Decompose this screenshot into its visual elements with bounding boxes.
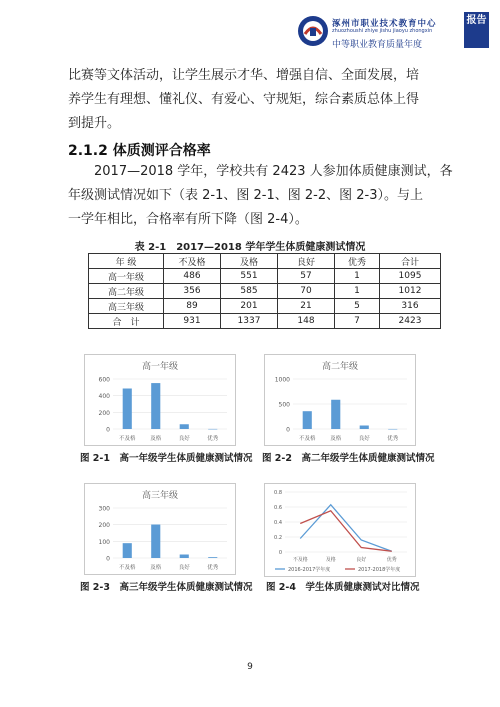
- report-logo: [292, 10, 492, 58]
- bar: [123, 389, 132, 430]
- x-tick-label: 优秀: [207, 565, 219, 571]
- x-tick-label: 良好: [178, 565, 190, 571]
- table-cell: 931: [164, 314, 221, 329]
- x-tick-label: 及格: [330, 436, 342, 442]
- table-cell: 486: [164, 269, 221, 284]
- y-tick-label: 0.4: [274, 520, 282, 526]
- table-header-cell: 合计: [380, 254, 441, 269]
- y-tick-label: 200: [98, 409, 110, 417]
- bar: [360, 426, 369, 430]
- paragraph-line: 到提升。: [68, 116, 121, 131]
- y-tick-label: 0.8: [274, 490, 282, 496]
- table-header-cell: 不及格: [164, 254, 221, 269]
- chart-grade1: [84, 354, 236, 446]
- y-tick-label: 0.2: [274, 535, 282, 541]
- table-cell: 57: [278, 269, 335, 284]
- table-cell: 1: [335, 284, 380, 299]
- table-cell: 1: [335, 269, 380, 284]
- table-cell: 551: [221, 269, 278, 284]
- x-tick-label: 及格: [150, 565, 162, 571]
- y-tick-label: 600: [98, 376, 110, 384]
- fitness-test-table: [88, 253, 441, 329]
- table-row: [89, 269, 441, 284]
- bar: [151, 525, 160, 559]
- table-header-cell: 优秀: [335, 254, 380, 269]
- table-total-row: [89, 314, 441, 329]
- table-cell: 1337: [221, 314, 278, 329]
- x-tick-label: 良好: [178, 436, 190, 442]
- table-row: [89, 299, 441, 314]
- table-cell: 148: [278, 314, 335, 329]
- chart-comparison: [264, 483, 416, 577]
- figure-caption: 图 2-2 高二年级学生体质健康测试情况: [262, 453, 435, 464]
- paragraph-line: 养学生有理想、懂礼仪、有爱心、守规矩，综合素质总体上得: [68, 92, 420, 107]
- chart-grade2: [264, 354, 416, 446]
- chart-grade1-svg: [85, 355, 235, 445]
- chart-comparison-svg: [265, 484, 415, 576]
- x-tick-label: 及格: [325, 557, 336, 563]
- x-tick-label: 不及格: [118, 436, 136, 442]
- table-cell: 1095: [380, 269, 441, 284]
- x-tick-label: 不及格: [292, 557, 308, 563]
- table-cell: 316: [380, 299, 441, 314]
- y-tick-label: 1000: [274, 376, 290, 384]
- paragraph-line: 2017—2018 学年，学校共有 2423 人参加体质健康测试，各: [94, 164, 453, 179]
- x-tick-label: 优秀: [207, 436, 219, 442]
- chart-grade2-svg: [265, 355, 415, 445]
- y-tick-label: 0: [286, 426, 290, 434]
- y-tick-label: 0.6: [274, 505, 282, 511]
- y-tick-label: 0: [106, 555, 110, 563]
- table-cell: 5: [335, 299, 380, 314]
- table-cell: 高二年级: [89, 284, 164, 299]
- x-tick-label: 优秀: [387, 436, 399, 442]
- x-tick-label: 不及格: [298, 436, 316, 442]
- paragraph-line: 一学年相比，合格率有所下降（图 2-4）。: [68, 212, 308, 227]
- bar: [303, 411, 312, 429]
- legend-label: 2016-2017学年度: [288, 567, 331, 573]
- table-cell: 高一年级: [89, 269, 164, 284]
- table-cell: 2423: [380, 314, 441, 329]
- section-heading: 2.1.2 体质测评合格率: [68, 143, 211, 159]
- y-tick-label: 0: [106, 426, 110, 434]
- y-tick-label: 400: [98, 393, 110, 401]
- bar: [151, 383, 160, 429]
- legend-label: 2017-2018学年度: [358, 567, 401, 573]
- logo-school-name: 涿州市职业技术教育中心: [332, 19, 437, 29]
- paragraph-fitness: [68, 160, 453, 232]
- x-tick-label: 良好: [358, 436, 370, 442]
- series-line: [300, 511, 392, 552]
- report-badge: 报告: [464, 12, 489, 48]
- table-cell: 7: [335, 314, 380, 329]
- figure-caption: 图 2-3 高三年级学生体质健康测试情况: [80, 582, 253, 593]
- table-header-row: [89, 254, 441, 269]
- bar: [208, 557, 217, 558]
- chart-title: 高三年级: [141, 491, 179, 501]
- school-emblem-icon: [296, 14, 330, 48]
- table-header-cell: 年 级: [89, 254, 164, 269]
- bar: [388, 429, 397, 430]
- logo-pinyin: zhuozhoushi zhiye jishu jiaoyu zhongxin: [332, 28, 433, 34]
- table-cell: 356: [164, 284, 221, 299]
- table-row: [89, 284, 441, 299]
- bar: [180, 555, 189, 559]
- table-header-cell: 及格: [221, 254, 278, 269]
- logo-subtitle: 中等职业教育质量年度: [332, 40, 423, 50]
- table-header-cell: 良好: [278, 254, 335, 269]
- table-cell: 1012: [380, 284, 441, 299]
- table-cell: 89: [164, 299, 221, 314]
- x-tick-label: 及格: [150, 436, 162, 442]
- bar: [180, 424, 189, 429]
- table-cell: 合 计: [89, 314, 164, 329]
- bar: [331, 400, 340, 429]
- y-tick-label: 100: [98, 538, 110, 546]
- series-line: [300, 505, 392, 552]
- x-tick-label: 良好: [356, 557, 367, 563]
- paragraph-activities: [68, 64, 419, 136]
- table-cell: 21: [278, 299, 335, 314]
- table-cell: 201: [221, 299, 278, 314]
- chart-title: 高一年级: [141, 362, 179, 372]
- x-tick-label: 不及格: [118, 565, 136, 571]
- paragraph-line: 比赛等文体活动，让学生展示才华、增强自信、全面发展，培: [68, 68, 420, 83]
- y-tick-label: 500: [278, 401, 290, 409]
- chart-grade3: [84, 483, 236, 575]
- y-tick-label: 300: [98, 505, 110, 513]
- bar: [123, 543, 132, 558]
- x-tick-label: 优秀: [386, 557, 397, 563]
- bar: [208, 429, 217, 430]
- table-cell: 高三年级: [89, 299, 164, 314]
- paragraph-line: 年级测试情况如下（表 2-1、图 2-1、图 2-2、图 2-3）。与上: [68, 188, 423, 203]
- table-caption: 表 2-1 2017—2018 学年学生体质健康测试情况: [134, 242, 366, 253]
- y-tick-label: 200: [98, 522, 110, 530]
- page-number: 9: [247, 662, 253, 672]
- table-cell: 585: [221, 284, 278, 299]
- figure-caption: 图 2-1 高一年级学生体质健康测试情况: [80, 453, 253, 464]
- y-tick-label: 0: [278, 550, 282, 556]
- chart-title: 高二年级: [321, 362, 359, 372]
- chart-grade3-svg: [85, 484, 235, 574]
- table-cell: 70: [278, 284, 335, 299]
- figure-caption: 图 2-4 学生体质健康测试对比情况: [266, 582, 420, 593]
